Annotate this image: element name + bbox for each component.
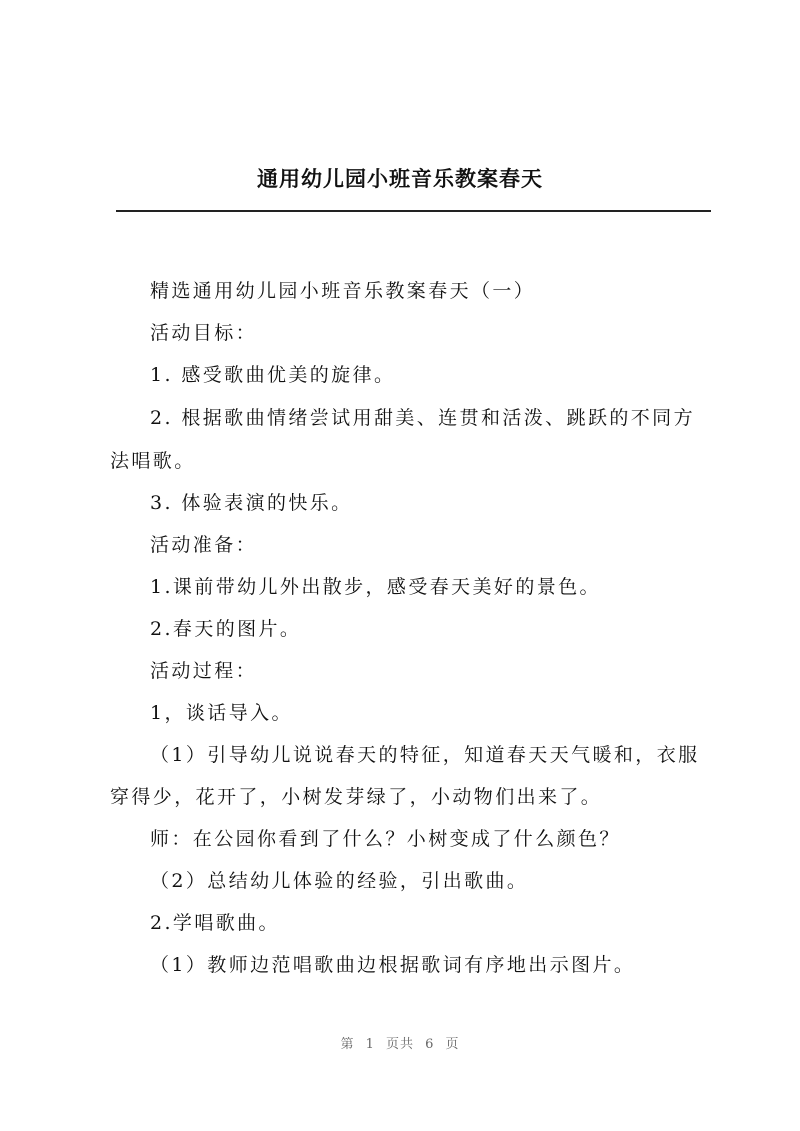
title-underline <box>116 210 711 212</box>
body-line: 2.学唱歌曲。 <box>150 912 280 934</box>
body-line: 师：在公园你看到了什么？小树变成了什么颜色？ <box>150 828 621 850</box>
body-line: 法唱歌。 <box>110 450 196 472</box>
body-line: （1）教师边范唱歌曲边根据歌词有序地出示图片。 <box>150 954 636 976</box>
body-line: （1）引导幼儿说说春天的特征，知道春天天气暖和，衣服 <box>150 744 700 766</box>
body-line: 1，谈话导入。 <box>150 702 293 724</box>
body-line: 2.春天的图片。 <box>150 618 302 640</box>
page-footer: 第 1 页共 6 页 <box>340 1037 460 1052</box>
body-line: 3. 体验表演的快乐。 <box>150 492 353 514</box>
document-title: 通用幼儿园小班音乐教案春天 <box>257 166 543 191</box>
body-line: 1.课前带幼儿外出散步，感受春天美好的景色。 <box>150 576 601 598</box>
body-line: 穿得少，花开了，小树发芽绿了，小动物们出来了。 <box>110 786 603 808</box>
body-line: 活动准备： <box>150 534 258 556</box>
body-line: 活动目标： <box>150 322 258 344</box>
body-line: 精选通用幼儿园小班音乐教案春天（一） <box>150 280 536 302</box>
body-line: 1. 感受歌曲优美的旋律。 <box>150 364 396 386</box>
body-line: 2. 根据歌曲情绪尝试用甜美、连贯和活泼、跳跃的不同方 <box>150 407 695 429</box>
body-line: 活动过程： <box>150 660 258 682</box>
body-line: （2）总结幼儿体验的经验，引出歌曲。 <box>150 870 529 892</box>
